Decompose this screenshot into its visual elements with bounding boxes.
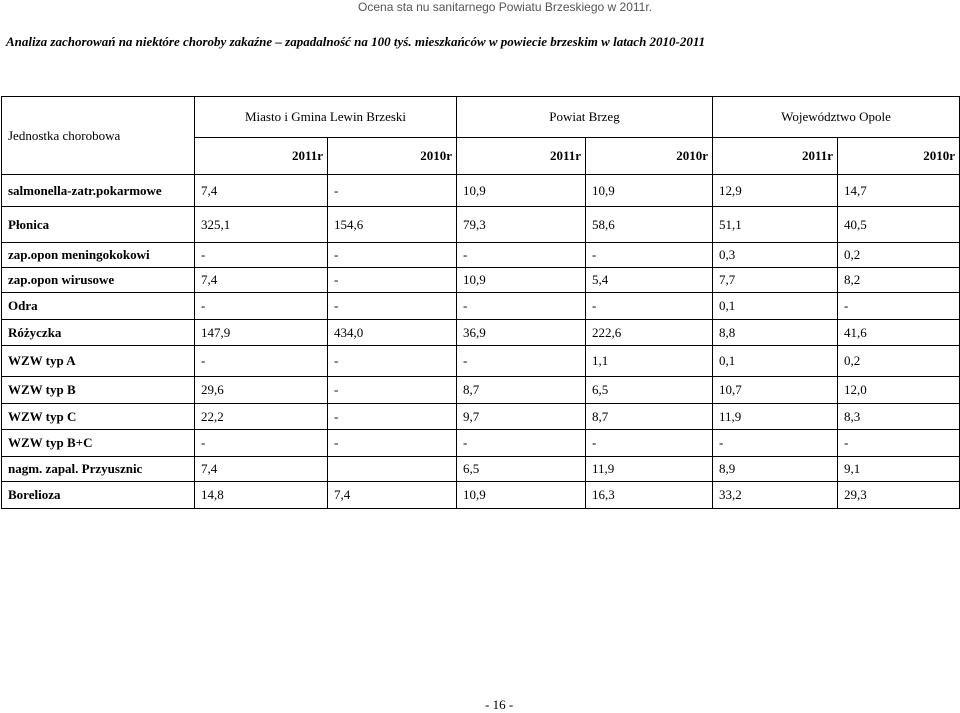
value-cell: 29,3 [838,482,960,509]
disease-name-cell: Różyczka [2,320,195,346]
value-cell: - [328,430,457,457]
value-cell: 12,9 [713,175,838,207]
value-cell: 41,6 [838,320,960,346]
value-cell: 1,1 [586,346,713,377]
table-row [2,243,960,268]
value-cell: 29,6 [195,377,328,404]
value-cell: - [586,243,713,268]
value-cell: 6,5 [457,457,586,482]
disease-name-cell: Płonica [2,207,195,243]
year-header: 2011r [457,138,586,175]
disease-name-cell: salmonella-zatr.pokarmowe [2,175,195,207]
value-cell: 10,9 [457,268,586,293]
value-cell: - [713,430,838,457]
value-cell: 8,7 [457,377,586,404]
value-cell: - [457,430,586,457]
disease-name-cell: WZW typ B+C [2,430,195,457]
value-cell: 14,7 [838,175,960,207]
value-cell: - [838,430,960,457]
year-header: 2011r [713,138,838,175]
value-cell: - [328,293,457,320]
value-cell: - [328,377,457,404]
value-cell: 33,2 [713,482,838,509]
value-cell: - [457,243,586,268]
table-row [2,293,960,320]
value-cell: 8,7 [586,404,713,430]
table-row [2,346,960,377]
value-cell: 9,7 [457,404,586,430]
value-cell: 8,3 [838,404,960,430]
value-cell: 0,2 [838,243,960,268]
disease-name-cell: WZW typ B [2,377,195,404]
disease-name-cell: Odra [2,293,195,320]
table-row [2,207,960,243]
disease-name-cell: zap.opon wirusowe [2,268,195,293]
header-row-groups [2,97,960,138]
value-cell: - [328,175,457,207]
value-cell: 10,9 [457,482,586,509]
year-header: 2010r [586,138,713,175]
disease-incidence-table [1,96,960,509]
document-title: Analiza zachorowań na niektóre choroby zakaźne – zapadalność na 100 tyś. mieszkańców w powiecie brzeskim w latach 2010-2011 [6,34,706,49]
value-cell: 8,8 [713,320,838,346]
value-cell: 0,3 [713,243,838,268]
value-cell: 79,3 [457,207,586,243]
value-cell: 11,9 [586,457,713,482]
row-header-cell: Jednostka chorobowa [2,97,195,175]
value-cell: 8,9 [713,457,838,482]
value-cell: - [586,430,713,457]
table-row [2,377,960,404]
group-header-wojewodztwo-opole: Województwo Opole [713,97,960,138]
disease-name-cell: WZW typ C [2,404,195,430]
value-cell: 10,9 [457,175,586,207]
table-row [2,404,960,430]
value-cell: 11,9 [713,404,838,430]
value-cell: - [838,293,960,320]
value-cell: 7,4 [195,457,328,482]
disease-name-cell: Borelioza [2,482,195,509]
value-cell: 10,9 [586,175,713,207]
value-cell: 434,0 [328,320,457,346]
disease-name-cell: zap.opon meningokokowi [2,243,195,268]
value-cell: 0,1 [713,346,838,377]
value-cell: - [328,404,457,430]
table-row [2,457,960,482]
value-cell: 58,6 [586,207,713,243]
value-cell: - [195,293,328,320]
value-cell: 154,6 [328,207,457,243]
value-cell [328,457,457,482]
value-cell: 5,4 [586,268,713,293]
value-cell: - [457,293,586,320]
value-cell: - [195,346,328,377]
value-cell: 7,7 [713,268,838,293]
table-row [2,175,960,207]
value-cell: 14,8 [195,482,328,509]
value-cell: - [328,243,457,268]
table-row [2,268,960,293]
value-cell: - [195,430,328,457]
value-cell: 7,4 [195,268,328,293]
value-cell: 0,2 [838,346,960,377]
value-cell: 325,1 [195,207,328,243]
group-header-lewin: Miasto i Gmina Lewin Brzeski [195,97,457,138]
value-cell: 51,1 [713,207,838,243]
value-cell: 222,6 [586,320,713,346]
value-cell: 6,5 [586,377,713,404]
value-cell: 40,5 [838,207,960,243]
value-cell: 7,4 [195,175,328,207]
value-cell: 147,9 [195,320,328,346]
value-cell: 22,2 [195,404,328,430]
group-header-powiat-brzeg: Powiat Brzeg [457,97,713,138]
value-cell: 16,3 [586,482,713,509]
value-cell: - [328,346,457,377]
value-cell: 7,4 [328,482,457,509]
table-row [2,482,960,509]
table-row [2,320,960,346]
value-cell: - [586,293,713,320]
value-cell: 0,1 [713,293,838,320]
disease-name-cell: WZW typ A [2,346,195,377]
year-header: 2010r [838,138,960,175]
value-cell: 36,9 [457,320,586,346]
value-cell: - [457,346,586,377]
page-number: - 16 - [485,697,514,712]
running-header: Ocena sta nu sanitarnego Powiatu Brzeskiego w 2011r. [358,0,652,14]
year-header: 2010r [328,138,457,175]
disease-name-cell: nagm. zapal. Przyusznic [2,457,195,482]
value-cell: - [328,268,457,293]
value-cell: 8,2 [838,268,960,293]
value-cell: 9,1 [838,457,960,482]
table-body [2,175,960,509]
year-header: 2011r [195,138,328,175]
value-cell: 10,7 [713,377,838,404]
value-cell: - [195,243,328,268]
value-cell: 12,0 [838,377,960,404]
table-row [2,430,960,457]
